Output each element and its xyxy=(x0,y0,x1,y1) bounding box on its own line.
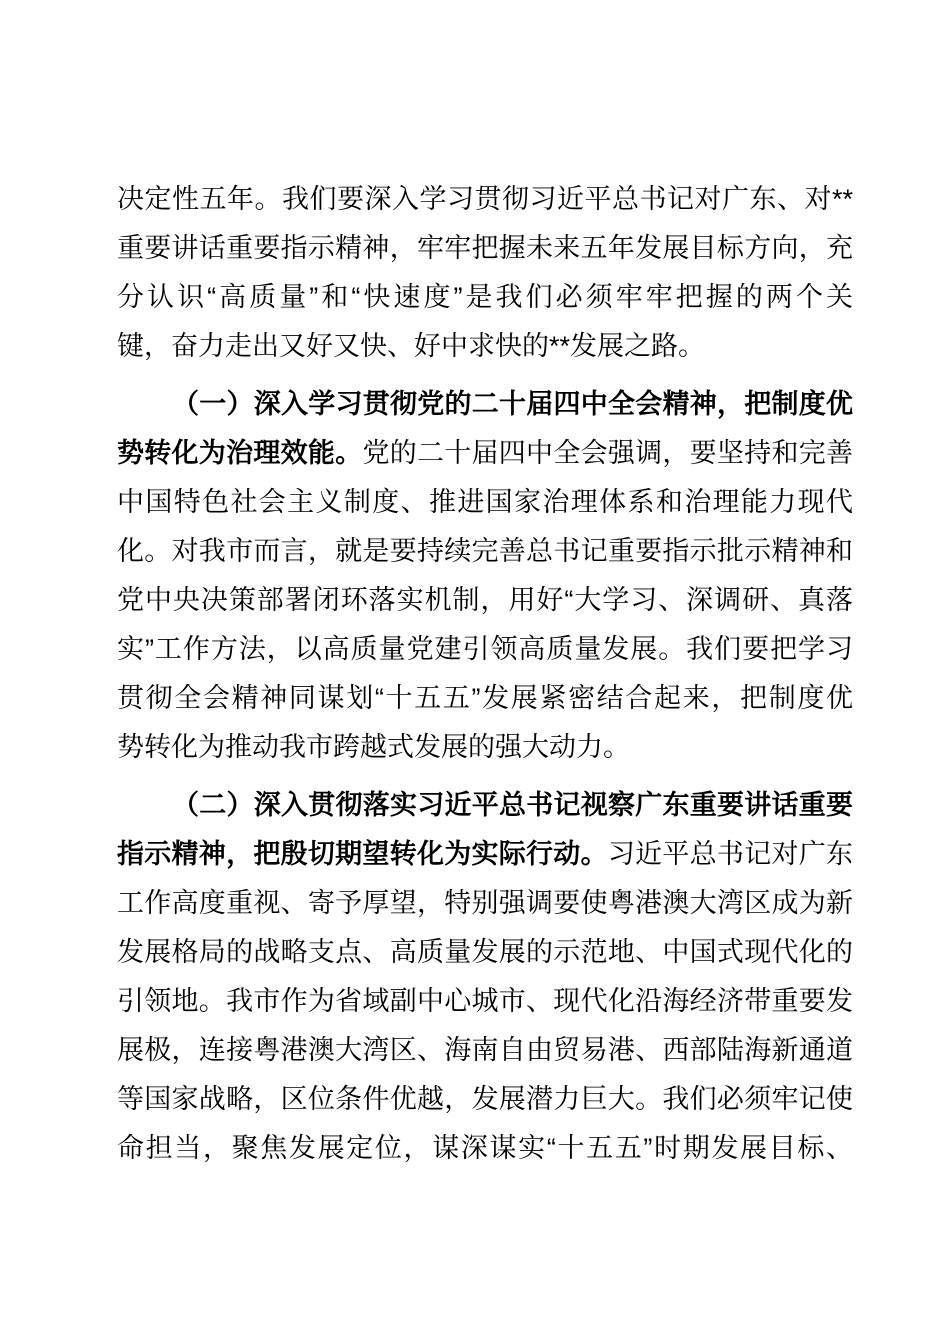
bold-text-segment: 指示精神，把殷切期望转化为实际行动。 xyxy=(117,839,608,869)
text-line xyxy=(117,380,853,429)
text-segment: 等国家战略，区位条件优越，发展潜力巨大。我们必须牢记使 xyxy=(117,1084,853,1114)
text-line xyxy=(117,1075,853,1124)
text-line xyxy=(117,576,853,625)
paragraph xyxy=(117,175,853,371)
bold-text-segment: （二）深入贯彻落实习近平总书记视察广东重要讲话重要 xyxy=(172,790,853,820)
paragraph xyxy=(117,380,853,772)
text-line xyxy=(117,322,853,371)
bold-text-segment: 势转化为治理效能。 xyxy=(117,438,363,468)
text-segment: 发展格局的战略支点、高质量发展的示范地、中国式现代化的 xyxy=(117,937,853,967)
text-segment: 实”工作方法，以高质量党建引领高质量发展。我们要把学习 xyxy=(117,634,853,664)
text-line xyxy=(117,723,853,772)
text-segment: 习近平总书记对广东 xyxy=(607,839,853,869)
text-line xyxy=(117,1124,853,1173)
text-segment: 命担当，聚焦发展定位，谋深谋实“十五五”时期发展目标、 xyxy=(117,1133,853,1163)
text-line xyxy=(117,429,853,478)
text-line xyxy=(117,674,853,723)
text-segment: 工作高度重视、寄予厚望，特别强调要使粤港澳大湾区成为新 xyxy=(117,888,853,918)
bold-text-segment: （一）深入学习贯彻党的二十届四中全会精神，把制度优 xyxy=(172,389,853,419)
text-line xyxy=(117,273,853,322)
text-segment: 贯彻全会精神同谋划“十五五”发展紧密结合起来，把制度优 xyxy=(117,683,853,713)
text-line xyxy=(117,928,853,977)
text-line xyxy=(117,527,853,576)
text-segment: 决定性五年。我们要深入学习贯彻习近平总书记对广东、对** xyxy=(117,184,853,214)
text-line xyxy=(117,224,853,273)
text-segment: 党的二十届四中全会强调，要坚持和完善 xyxy=(362,438,853,468)
text-line xyxy=(117,879,853,928)
text-segment: 势转化为推动我市跨越式发展的强大动力。 xyxy=(117,732,630,762)
text-segment: 分认识“高质量”和“快速度”是我们必须牢牢把握的两个关 xyxy=(117,282,853,312)
text-line xyxy=(117,175,853,224)
text-segment: 展极，连接粤港澳大湾区、海南自由贸易港、西部陆海新通道 xyxy=(117,1035,853,1065)
text-segment: 化。对我市而言，就是要持续完善总书记重要指示批示精神和 xyxy=(117,536,853,566)
text-line xyxy=(117,977,853,1026)
text-line xyxy=(117,625,853,674)
text-segment: 引领地。我市作为省域副中心城市、现代化沿海经济带重要发 xyxy=(117,986,853,1016)
text-line xyxy=(117,781,853,830)
text-line xyxy=(117,478,853,527)
text-line xyxy=(117,830,853,879)
text-line xyxy=(117,1026,853,1075)
paragraph xyxy=(117,781,853,1173)
text-segment: 中国特色社会主义制度、推进国家治理体系和治理能力现代 xyxy=(117,487,853,517)
text-segment: 党中央决策部署闭环落实机制，用好“大学习、深调研、真落 xyxy=(117,585,853,615)
text-segment: 键，奋力走出又好又快、好中求快的**发展之路。 xyxy=(117,331,706,361)
text-segment: 重要讲话重要指示精神，牢牢把握未来五年发展目标方向，充 xyxy=(117,233,853,263)
